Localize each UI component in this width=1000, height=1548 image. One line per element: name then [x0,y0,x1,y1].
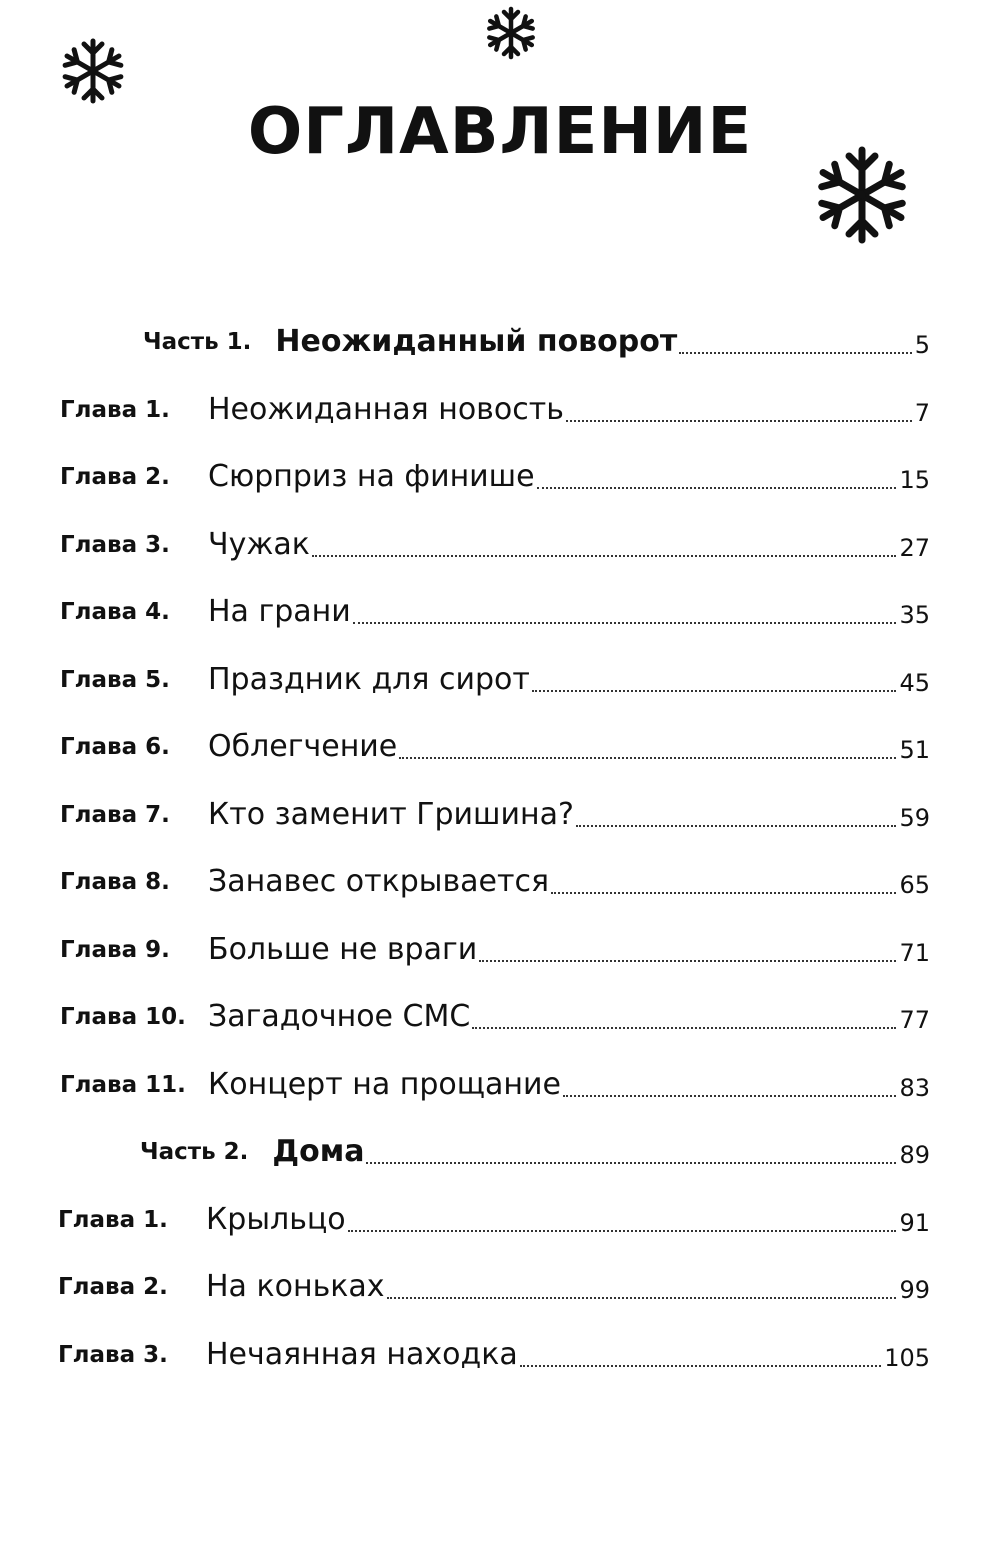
dot-leader [532,690,897,692]
toc-chapter-entry[interactable] [58,1200,930,1240]
chapter-title: Праздник для сирот [208,662,530,697]
chapter-title: Сюрприз на финише [208,459,535,494]
snowflake-icon [483,5,539,61]
chapter-label: Глава 11. [60,1072,186,1098]
page-number: 59 [899,804,930,832]
toc-chapter-entry[interactable] [60,930,930,970]
toc-chapter-entry[interactable] [60,862,930,902]
dot-leader [563,1095,896,1097]
dot-leader [366,1162,896,1164]
dot-leader [576,825,897,827]
chapter-title: Занавес открывается [208,864,550,899]
dot-leader [479,960,896,962]
chapter-label: Глава 9. [60,937,170,963]
chapter-title: Нечаянная находка [206,1337,518,1372]
chapter-title: Крыльцо [206,1202,346,1237]
page-number: 5 [914,331,930,359]
page-number: 27 [899,534,930,562]
chapter-title: Загадочное СМС [208,999,471,1034]
page-title: ОГЛАВЛЕНИЕ [247,95,753,169]
dot-leader [537,487,897,489]
page-number: 51 [899,736,930,764]
page-number: 35 [899,601,930,629]
chapter-label: Глава 2. [58,1274,168,1300]
toc-chapter-entry[interactable] [60,390,930,430]
chapter-label: Глава 6. [60,734,170,760]
chapter-label: Глава 3. [60,532,170,558]
dot-leader [679,352,911,354]
chapter-title: Больше не враги [208,932,478,967]
dot-leader [353,622,897,624]
toc-chapter-entry[interactable] [60,727,930,767]
dot-leader [387,1297,897,1299]
chapter-label: Глава 2. [60,464,170,490]
chapter-label: Глава 8. [60,869,170,895]
toc-chapter-entry[interactable] [58,1335,930,1375]
toc-chapter-entry[interactable] [58,1267,930,1307]
page-number: 71 [899,939,930,967]
toc-part-entry[interactable] [143,322,930,362]
dot-leader [520,1365,881,1367]
page-number: 99 [899,1276,930,1304]
chapter-label: Глава 1. [58,1207,168,1233]
chapter-title: Облегчение [208,729,398,764]
toc-chapter-entry[interactable] [60,1065,930,1105]
dot-leader [472,1027,896,1029]
page-number: 83 [899,1074,930,1102]
toc-part-entry[interactable] [140,1132,930,1172]
chapter-title: Неожиданная новость [208,392,564,427]
chapter-label: Глава 7. [60,802,170,828]
chapter-label: Глава 3. [58,1342,168,1368]
dot-leader [399,757,896,759]
toc-chapter-entry[interactable] [60,997,930,1037]
dot-leader [566,420,912,422]
chapter-title: Чужак [208,527,310,562]
chapter-title: На коньках [206,1269,385,1304]
page-number: 89 [899,1141,930,1169]
page-number: 105 [884,1344,930,1372]
chapter-title: Кто заменит Гришина? [208,797,574,832]
dot-leader [348,1230,897,1232]
toc-chapter-entry[interactable] [60,457,930,497]
page-number: 45 [899,669,930,697]
chapter-title: Концерт на прощание [208,1067,561,1102]
page-number: 77 [899,1006,930,1034]
part-label: Часть 2. [140,1139,249,1165]
page-number: 91 [899,1209,930,1237]
part-label: Часть 1. [143,329,252,355]
dot-leader [551,892,896,894]
toc-chapter-entry[interactable] [60,660,930,700]
part-title: Дома [272,1134,365,1169]
chapter-title: На грани [208,594,351,629]
dot-leader [312,555,897,557]
toc-chapter-entry[interactable] [60,525,930,565]
toc-chapter-entry[interactable] [60,592,930,632]
chapter-label: Глава 4. [60,599,170,625]
page-number: 15 [899,466,930,494]
page-number: 65 [899,871,930,899]
part-title: Неожиданный поворот [275,324,678,359]
page-number: 7 [914,399,930,427]
chapter-label: Глава 5. [60,667,170,693]
toc-chapter-entry[interactable] [60,795,930,835]
chapter-label: Глава 1. [60,397,170,423]
chapter-label: Глава 10. [60,1004,186,1030]
